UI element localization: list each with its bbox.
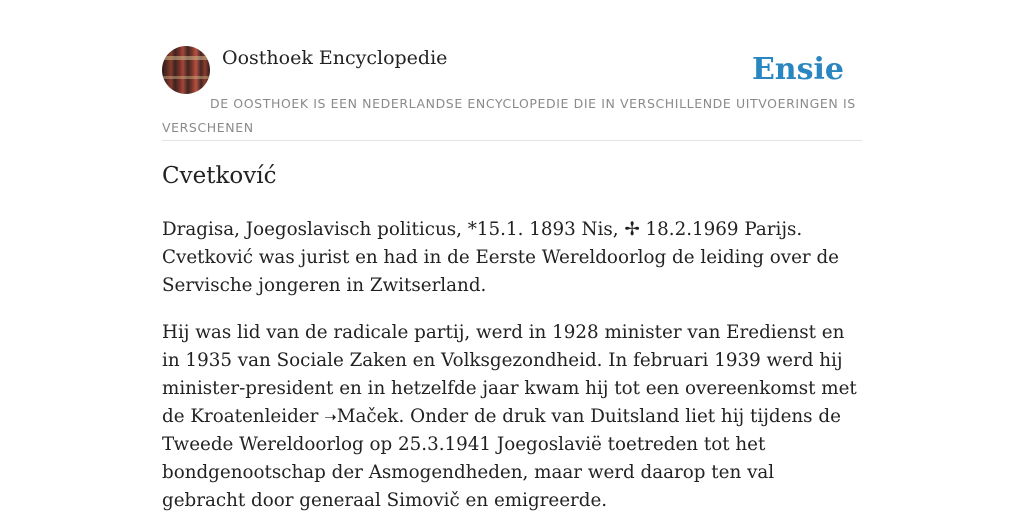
cross-reference-link-macek[interactable]: Maček [336,406,399,427]
site-title[interactable]: Oosthoek Encyclopedie [222,47,448,69]
cross-reference-arrow-icon: ➝ [324,408,337,426]
paragraph-text: . Onder de druk van Duitsland liet hij tijdens de Tweede Wereldoorlog op 25.3.1941 Joegoslavië toetreden tot het bondgenootschap der Asmogendheden, maar werd daarop ten val gebracht door generaal Simovič en emigreerde. [162,406,841,511]
site-tagline: DE OOSTHOEK IS EEN NEDERLANDSE ENCYCLOPEDIE DIE IN VERSCHILLENDE UITVOERINGEN IS VERSCHENEN [162,96,856,135]
entry-title: Cvetkovíć [162,163,277,189]
ensie-logo[interactable]: Ensie [751,52,844,87]
site-header [162,46,862,141]
paragraph-text: Hij was lid van de radicale partij, werd in 1928 minister van Eredienst en in 1935 van Sociale Zaken en Volksgezondheid. In februari 1939 werd hij minister-president en in hetzelfde jaar kwam hij tot een overeenkomst met de Kroatenleider [162,322,857,427]
entry-paragraph-2 [162,319,862,512]
encyclopedia-books-avatar[interactable] [162,46,210,94]
entry-content [162,216,862,512]
entry-paragraph-1: Dragisa, Joegoslavisch politicus, *15.1. 1893 Nis, ✢ 18.2.1969 Parijs. Cvetković was jurist en had in de Eerste Wereldoorlog de leiding over de Servische jongeren in Zwitserland. [162,219,839,296]
